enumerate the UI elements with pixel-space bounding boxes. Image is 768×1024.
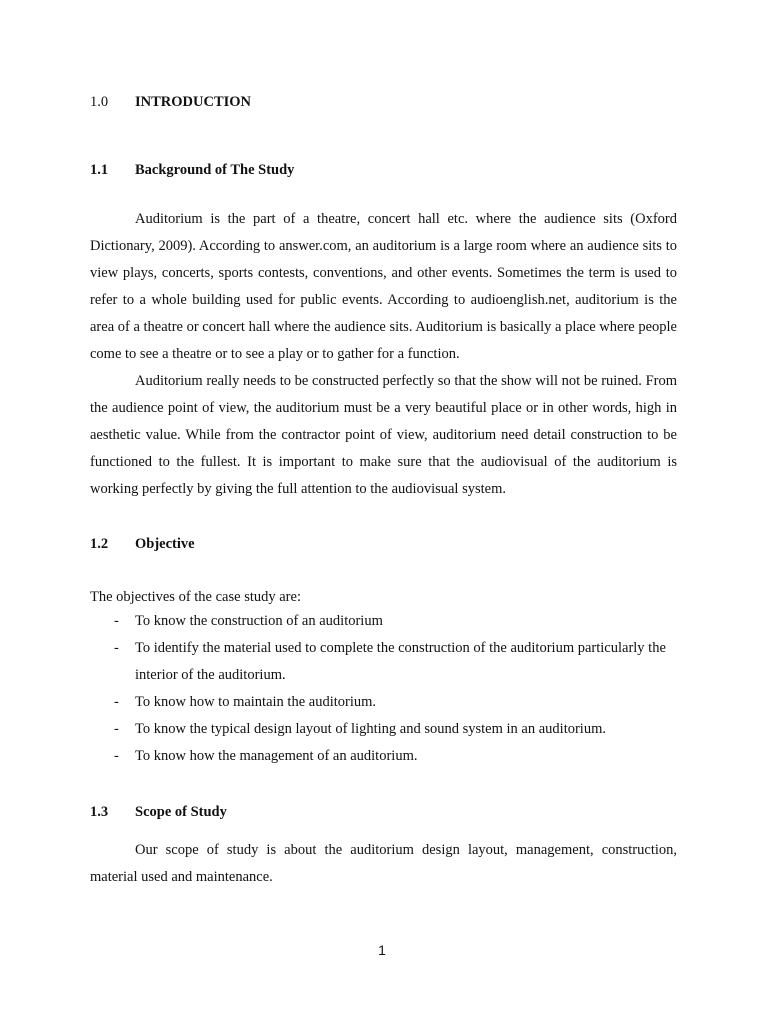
scope-paragraph: Our scope of study is about the auditorium design layout, management, construction, material used and maintenance.	[90, 842, 677, 885]
list-item	[90, 689, 680, 716]
background-paragraph-1: Auditorium is the part of a theatre, concert hall etc. where the audience sits (Oxford Dictionary, 2009). According to answer.com, an auditorium is a large room where an audience sits to view plays, concerts, sports contests, conventions, and other events. Sometimes the term is used to refer to a whole building used for public events. According to audioenglish.net, auditorium is the area of a theatre or concert hall where the audience sits. Auditorium is basically a place where people come to see a theatre or to see a play or to gather for a function.	[90, 211, 677, 362]
section-heading-objective	[90, 535, 195, 553]
section-title: Scope of Study	[135, 804, 227, 820]
objective-intro: The objectives of the case study are:	[90, 589, 301, 605]
section-number: 1.1	[90, 162, 109, 178]
section-number: 1.2	[90, 536, 109, 552]
section-heading-background	[90, 161, 294, 179]
list-bullet: -	[114, 748, 119, 764]
list-item-text: To know how to maintain the auditorium.	[135, 694, 377, 710]
section-heading-introduction	[90, 93, 251, 111]
list-item	[90, 608, 680, 635]
page-number: 1	[378, 942, 386, 958]
list-item	[90, 635, 680, 689]
list-bullet: -	[114, 613, 119, 629]
list-item-text: To know the construction of an auditorium	[135, 613, 383, 629]
section-title: Background of The Study	[135, 162, 295, 178]
list-item-text: To identify the material used to complete the construction of the auditorium particularly the interior of the auditorium.	[135, 640, 666, 683]
list-bullet: -	[114, 694, 119, 710]
section-title: Objective	[135, 536, 195, 552]
list-item-text: To know how the management of an auditorium.	[135, 748, 418, 764]
objective-list	[90, 608, 680, 770]
section-number: 1.3	[90, 804, 109, 820]
list-item	[90, 716, 680, 743]
section-heading-scope	[90, 803, 227, 821]
background-paragraph-2: Auditorium really needs to be constructed perfectly so that the show will not be ruined. From the audience point of view, the auditorium must be a very beautiful place or in other words, high in aesthetic value. While from the contractor point of view, auditorium need detail construction to be functioned to the fullest. It is important to make sure that the audiovisual of the auditorium is working perfectly by giving the full attention to the audiovisual system.	[90, 373, 677, 497]
section-title: INTRODUCTION	[135, 94, 252, 110]
list-item	[90, 743, 680, 770]
section-number: 1.0	[90, 94, 109, 110]
list-bullet: -	[114, 721, 119, 737]
list-bullet: -	[114, 640, 119, 656]
list-item-text: To know the typical design layout of lighting and sound system in an auditorium.	[135, 721, 606, 737]
